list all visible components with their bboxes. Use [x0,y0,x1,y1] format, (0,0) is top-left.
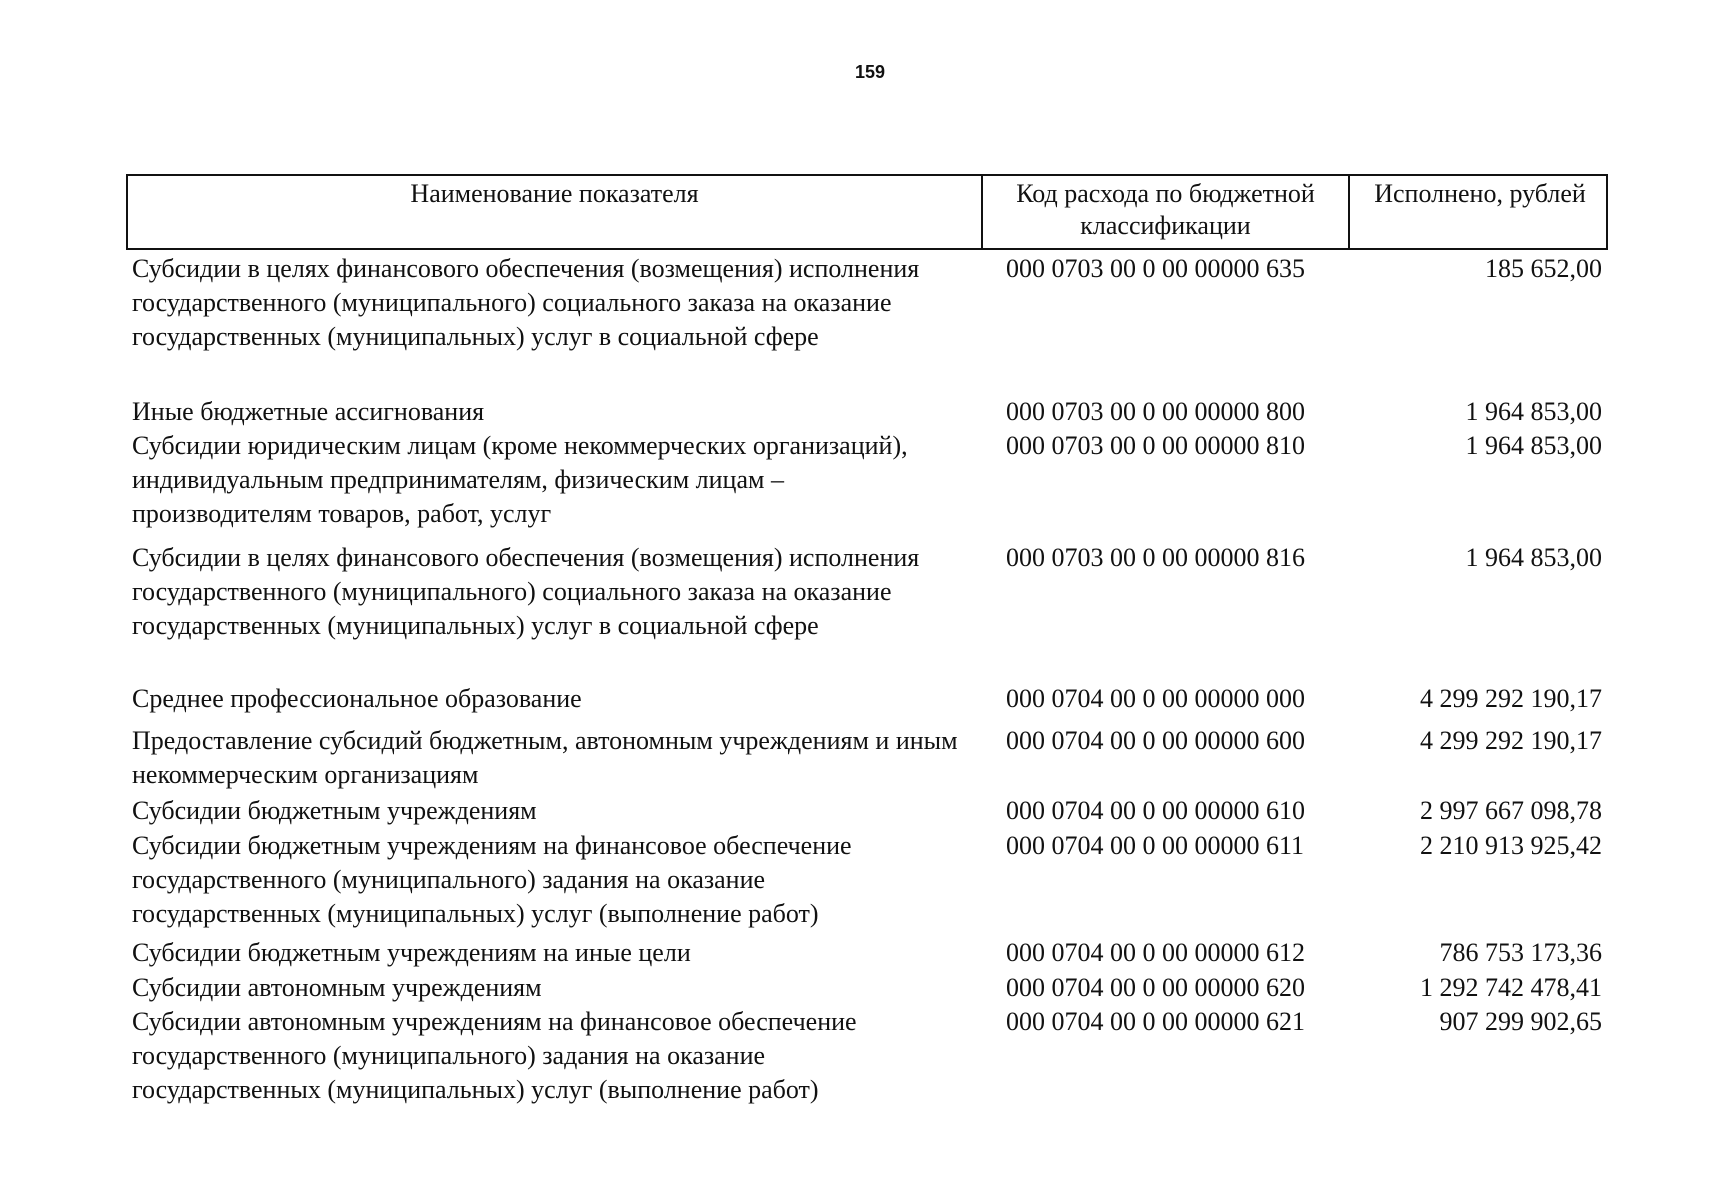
row-name: Субсидии бюджетным учреждениям на иные цели [132,938,691,967]
row-amount: 907 299 902,65 [1439,1007,1602,1036]
row-code: 000 0703 00 0 00 00000 800 [1006,397,1305,426]
row-code: 000 0703 00 0 00 00000 635 [1006,254,1305,283]
row-code: 000 0704 00 0 00 00000 612 [1006,938,1305,967]
row-name: Субсидии бюджетным учреждениям на финансовое обеспечение государственного (муниципального) задания на оказание государственных (муниципальных) услуг (выполнение работ) [132,831,852,928]
row-amount: 2 210 913 925,42 [1420,831,1602,860]
header-name: Наименование показателя [410,179,699,208]
row-name: Субсидии в целях финансового обеспечения (возмещения) исполнения государственного (муниципального) социального заказа на оказание государственных (муниципальных) услуг в социальной сфере [132,543,920,640]
page-number: 159 [854,62,886,82]
row-code: 000 0704 00 0 00 00000 611 [1006,831,1305,860]
row-code: 000 0704 00 0 00 00000 610 [1006,796,1305,825]
row-amount: 1 964 853,00 [1465,431,1602,460]
row-amount: 1 964 853,00 [1465,543,1602,572]
header-amount: Исполнено, рублей [1348,176,1610,248]
row-code: 000 0704 00 0 00 00000 600 [1006,726,1305,755]
row-name: Субсидии юридическим лицам (кроме некоммерческих организаций), индивидуальным предпринимателям, физическим лицам – производителям товаров, работ, услуг [132,431,908,528]
row-name: Предоставление субсидий бюджетным, автономным учреждениям и иным некоммерческим организациям [132,726,958,789]
table-header [126,174,1608,250]
budget-table [126,174,1608,1107]
table-row [126,724,1608,794]
row-amount: 786 753 173,36 [1439,938,1602,967]
row-name: Иные бюджетные ассигнования [132,397,485,426]
table-row [126,395,1608,429]
row-amount: 4 299 292 190,17 [1420,684,1602,713]
header-code: Код расхода по бюджетной классификации [981,176,1348,248]
table-row [126,936,1608,971]
row-name: Среднее профессиональное образование [132,684,582,713]
table-row [126,971,1608,1005]
row-code: 000 0704 00 0 00 00000 620 [1006,973,1305,1002]
row-name: Субсидии автономным учреждениям [132,973,542,1002]
table-row [126,682,1608,724]
table-row [126,1005,1608,1107]
row-name: Субсидии автономным учреждениям на финансовое обеспечение государственного (муниципального) задания на оказание государственных (муниципальных) услуг (выполнение работ) [132,1007,857,1104]
row-name: Субсидии бюджетным учреждениям [132,796,537,825]
table-row [126,829,1608,936]
row-code: 000 0703 00 0 00 00000 816 [1006,543,1305,572]
table-row [126,541,1608,682]
row-code: 000 0704 00 0 00 00000 621 [1006,1007,1305,1036]
table-row [126,429,1608,541]
row-code: 000 0703 00 0 00 00000 810 [1006,431,1305,460]
row-amount: 1 292 742 478,41 [1420,973,1602,1002]
row-amount: 1 964 853,00 [1465,397,1602,426]
row-code: 000 0704 00 0 00 00000 000 [1006,684,1305,713]
row-amount: 2 997 667 098,78 [1420,796,1602,825]
table-row [126,252,1608,395]
table-row [126,794,1608,829]
row-amount: 4 299 292 190,17 [1420,726,1602,755]
row-amount: 185 652,00 [1485,254,1602,283]
row-name: Субсидии в целях финансового обеспечения (возмещения) исполнения государственного (муниципального) социального заказа на оказание государственных (муниципальных) услуг в социальной сфере [132,254,920,351]
